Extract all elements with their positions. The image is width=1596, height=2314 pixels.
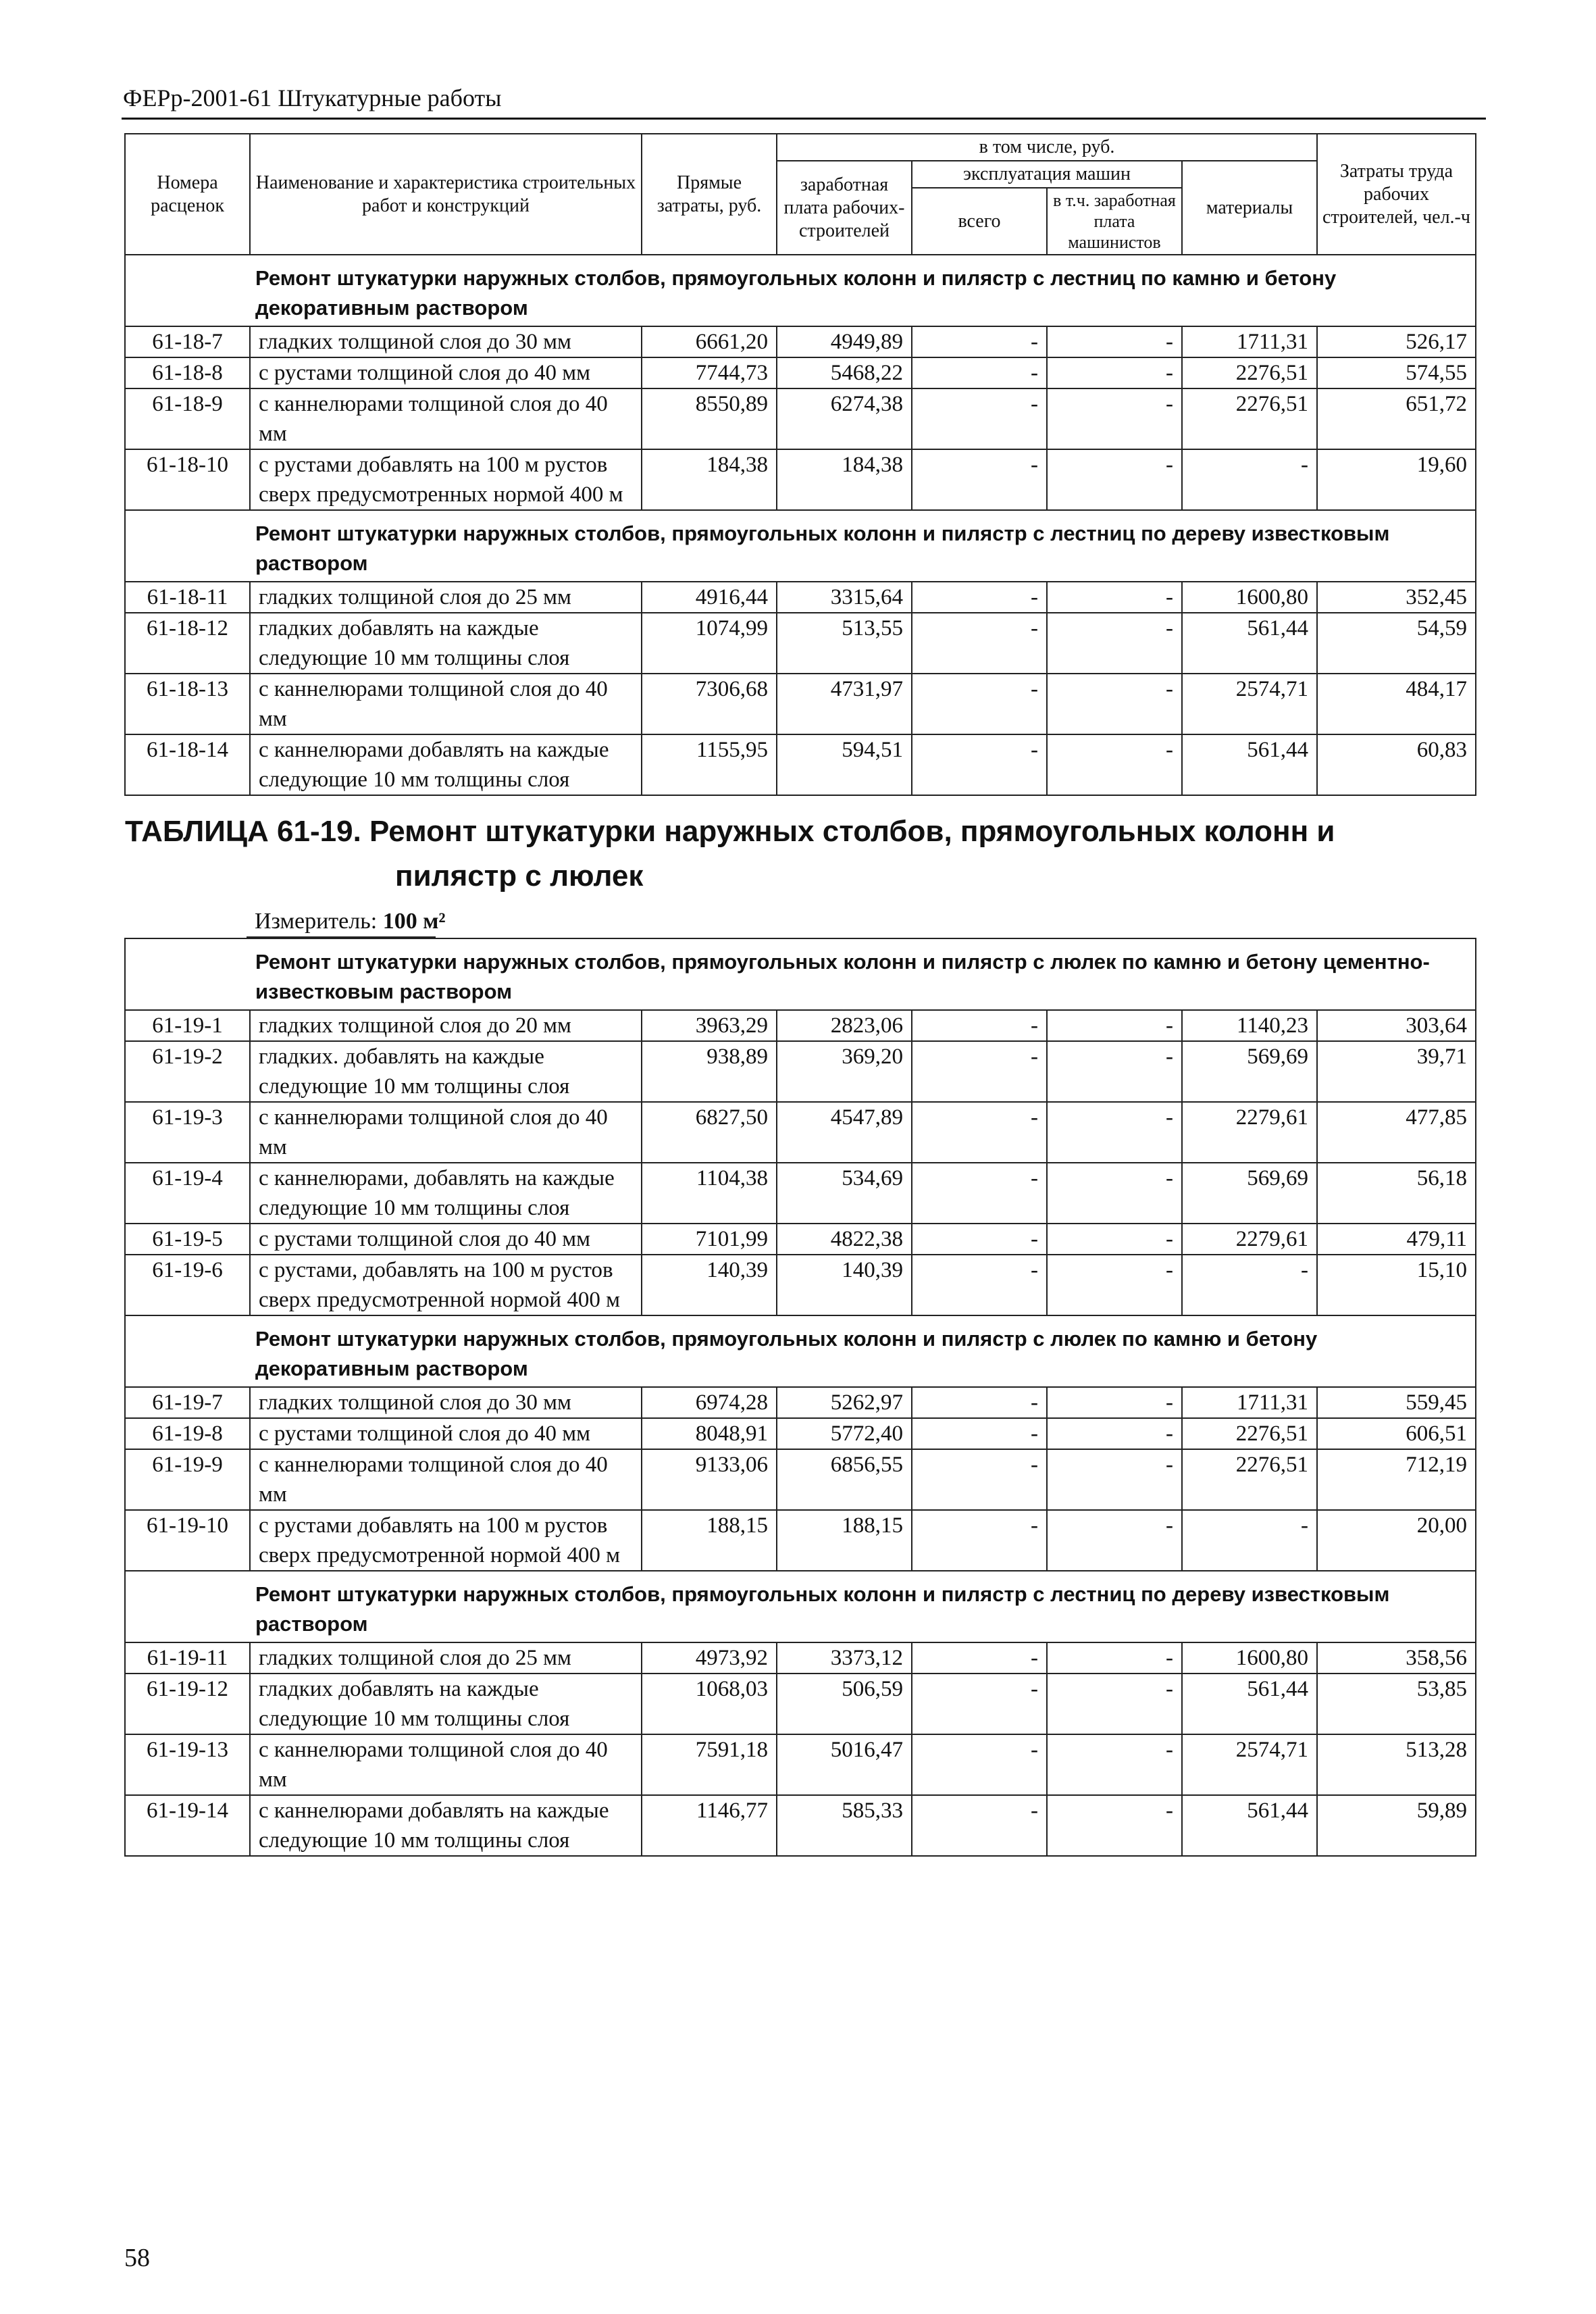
work-description: гладких добавлять на каждые следующие 10 мм толщины слоя (250, 1674, 642, 1734)
materials-costs: 2279,61 (1182, 1102, 1317, 1163)
col-header-name: Наименование и характеристика строительных работ и конструкций (250, 134, 642, 255)
work-description: с рустами толщиной слоя до 40 мм (250, 357, 642, 388)
direct-costs: 184,38 (642, 449, 777, 510)
machine-operator-wage: - (1047, 1418, 1182, 1449)
direct-costs: 938,89 (642, 1041, 777, 1102)
materials-costs: 569,69 (1182, 1041, 1317, 1102)
direct-costs: 3963,29 (642, 1010, 777, 1041)
rates-table (124, 133, 1476, 1857)
work-description: гладких толщиной слоя до 20 мм (250, 1010, 642, 1041)
machine-operator-wage: - (1047, 734, 1182, 795)
measure-value: 100 м² (382, 909, 446, 934)
labor-costs: 20,00 (1317, 1510, 1476, 1571)
wage-costs: 6856,55 (777, 1449, 912, 1510)
col-header-labor: Затраты труда рабочих строителей, чел.-ч (1317, 134, 1476, 255)
materials-costs: 561,44 (1182, 734, 1317, 795)
machine-operator-wage: - (1047, 1163, 1182, 1224)
page-header-title: ФЕРр-2001-61 Штукатурные работы (123, 84, 502, 111)
wage-costs: 4731,97 (777, 674, 912, 734)
section-title: Ремонт штукатурки наружных столбов, прямоугольных колонн и пилястр с лестниц по дереву известковым раствором (125, 1571, 1476, 1642)
machine-operator-wage: - (1047, 1642, 1182, 1674)
wage-costs: 140,39 (777, 1255, 912, 1315)
wage-costs: 5772,40 (777, 1418, 912, 1449)
wage-costs: 184,38 (777, 449, 912, 510)
materials-costs: 561,44 (1182, 1674, 1317, 1734)
direct-costs: 8048,91 (642, 1418, 777, 1449)
section-title: Ремонт штукатурки наружных столбов, прямоугольных колонн и пилястр с лестниц по камню и бетону декоративным раствором (125, 255, 1476, 326)
direct-costs: 6661,20 (642, 326, 777, 357)
wage-costs: 6274,38 (777, 388, 912, 449)
wage-costs: 534,69 (777, 1163, 912, 1224)
direct-costs: 7744,73 (642, 357, 777, 388)
work-description: гладких добавлять на каждые следующие 10 мм толщины слоя (250, 613, 642, 674)
table-row (125, 357, 1476, 388)
labor-costs: 526,17 (1317, 326, 1476, 357)
section-heading-row (125, 1571, 1476, 1642)
table-row (125, 1224, 1476, 1255)
work-description: с каннелюрами толщиной слоя до 40 мм (250, 1734, 642, 1795)
direct-costs: 140,39 (642, 1255, 777, 1315)
col-header-code: Номера расценок (125, 134, 250, 255)
labor-costs: 56,18 (1317, 1163, 1476, 1224)
machine-operator-wage: - (1047, 357, 1182, 388)
labor-costs: 712,19 (1317, 1449, 1476, 1510)
machine-costs-total: - (912, 1010, 1047, 1041)
table-row (125, 1387, 1476, 1418)
machine-costs-total: - (912, 1255, 1047, 1315)
wage-costs: 188,15 (777, 1510, 912, 1571)
work-description: с каннелюрами толщиной слоя до 40 мм (250, 388, 642, 449)
rate-code: 61-18-12 (125, 613, 250, 674)
rate-code: 61-19-13 (125, 1734, 250, 1795)
table-row (125, 1674, 1476, 1734)
table-row (125, 1795, 1476, 1856)
machine-costs-total: - (912, 1224, 1047, 1255)
col-header-mach-total: всего (912, 188, 1047, 255)
table-title (125, 809, 1476, 899)
table-row (125, 1510, 1476, 1571)
table-row (125, 449, 1476, 510)
materials-costs: 561,44 (1182, 1795, 1317, 1856)
wage-costs: 2823,06 (777, 1010, 912, 1041)
materials-costs: - (1182, 1255, 1317, 1315)
table-row (125, 1041, 1476, 1102)
page-number: 58 (124, 2244, 150, 2272)
section-title: Ремонт штукатурки наружных столбов, прямоугольных колонн и пилястр с лестниц по дереву известковым раствором (125, 510, 1476, 582)
materials-costs: 1711,31 (1182, 1387, 1317, 1418)
labor-costs: 15,10 (1317, 1255, 1476, 1315)
machine-operator-wage: - (1047, 674, 1182, 734)
wage-costs: 4949,89 (777, 326, 912, 357)
work-description: с каннелюрами толщиной слоя до 40 мм (250, 674, 642, 734)
rate-code: 61-19-6 (125, 1255, 250, 1315)
labor-costs: 352,45 (1317, 582, 1476, 613)
materials-costs: 569,69 (1182, 1163, 1317, 1224)
direct-costs: 1074,99 (642, 613, 777, 674)
rate-code: 61-18-7 (125, 326, 250, 357)
machine-operator-wage: - (1047, 326, 1182, 357)
rate-code: 61-19-8 (125, 1418, 250, 1449)
machine-costs-total: - (912, 1418, 1047, 1449)
direct-costs: 7101,99 (642, 1224, 777, 1255)
materials-costs: 2276,51 (1182, 1418, 1317, 1449)
machine-costs-total: - (912, 1795, 1047, 1856)
machine-costs-total: - (912, 449, 1047, 510)
table-row (125, 1163, 1476, 1224)
rate-code: 61-19-1 (125, 1010, 250, 1041)
machine-operator-wage: - (1047, 1041, 1182, 1102)
measure-unit (125, 899, 1476, 939)
direct-costs: 8550,89 (642, 388, 777, 449)
materials-costs: 561,44 (1182, 613, 1317, 674)
table-row (125, 1734, 1476, 1795)
work-description: с рустами, добавлять на 100 м рустов сверх предусмотренной нормой 400 м (250, 1255, 642, 1315)
machine-operator-wage: - (1047, 1795, 1182, 1856)
table-row (125, 1010, 1476, 1041)
col-header-incl: в том числе, руб. (777, 134, 1317, 161)
machine-operator-wage: - (1047, 1010, 1182, 1041)
materials-costs: - (1182, 449, 1317, 510)
machine-costs-total: - (912, 674, 1047, 734)
wage-costs: 594,51 (777, 734, 912, 795)
col-header-machines: эксплуатация машин (912, 161, 1182, 188)
labor-costs: 303,64 (1317, 1010, 1476, 1041)
labor-costs: 559,45 (1317, 1387, 1476, 1418)
rate-code: 61-19-4 (125, 1163, 250, 1224)
machine-operator-wage: - (1047, 1449, 1182, 1510)
rate-code: 61-18-11 (125, 582, 250, 613)
machine-operator-wage: - (1047, 613, 1182, 674)
rate-code: 61-18-13 (125, 674, 250, 734)
work-description: с рустами толщиной слоя до 40 мм (250, 1418, 642, 1449)
labor-costs: 477,85 (1317, 1102, 1476, 1163)
labor-costs: 484,17 (1317, 674, 1476, 734)
wage-costs: 4547,89 (777, 1102, 912, 1163)
direct-costs: 1104,38 (642, 1163, 777, 1224)
work-description: с рустами добавлять на 100 м рустов сверх предусмотренной нормой 400 м (250, 1510, 642, 1571)
work-description: с каннелюрами, добавлять на каждые следующие 10 мм толщины слоя (250, 1163, 642, 1224)
direct-costs: 188,15 (642, 1510, 777, 1571)
wage-costs: 3373,12 (777, 1642, 912, 1674)
wage-costs: 513,55 (777, 613, 912, 674)
section-heading-row (125, 1315, 1476, 1387)
machine-operator-wage: - (1047, 1387, 1182, 1418)
machine-operator-wage: - (1047, 449, 1182, 510)
labor-costs: 651,72 (1317, 388, 1476, 449)
rate-code: 61-19-5 (125, 1224, 250, 1255)
labor-costs: 59,89 (1317, 1795, 1476, 1856)
direct-costs: 1068,03 (642, 1674, 777, 1734)
labor-costs: 60,83 (1317, 734, 1476, 795)
table-row (125, 326, 1476, 357)
machine-costs-total: - (912, 357, 1047, 388)
rate-code: 61-19-12 (125, 1674, 250, 1734)
machine-operator-wage: - (1047, 1510, 1182, 1571)
direct-costs: 7306,68 (642, 674, 777, 734)
table-title-cell (125, 795, 1476, 938)
work-description: гладких толщиной слоя до 25 мм (250, 582, 642, 613)
table-row (125, 1102, 1476, 1163)
labor-costs: 19,60 (1317, 449, 1476, 510)
machine-costs-total: - (912, 1674, 1047, 1734)
table-title-line2: пилястр с люлек (395, 859, 644, 892)
work-description: с каннелюрами добавлять на каждые следующие 10 мм толщины слоя (250, 1795, 642, 1856)
materials-costs: 2276,51 (1182, 1449, 1317, 1510)
rate-code: 61-19-3 (125, 1102, 250, 1163)
direct-costs: 1146,77 (642, 1795, 777, 1856)
direct-costs: 1155,95 (642, 734, 777, 795)
rates-table-container (124, 133, 1475, 1857)
machine-operator-wage: - (1047, 582, 1182, 613)
machine-costs-total: - (912, 1642, 1047, 1674)
machine-costs-total: - (912, 1041, 1047, 1102)
machine-costs-total: - (912, 734, 1047, 795)
section-title: Ремонт штукатурки наружных столбов, прямоугольных колонн и пилястр с люлек по камню и бетону декоративным раствором (125, 1315, 1476, 1387)
table-title-row (125, 795, 1476, 938)
section-heading-row (125, 255, 1476, 326)
work-description: с каннелюрами толщиной слоя до 40 мм (250, 1449, 642, 1510)
rate-code: 61-18-8 (125, 357, 250, 388)
table-row (125, 734, 1476, 795)
materials-costs: 1600,80 (1182, 582, 1317, 613)
materials-costs: 1600,80 (1182, 1642, 1317, 1674)
materials-costs: 2279,61 (1182, 1224, 1317, 1255)
direct-costs: 4916,44 (642, 582, 777, 613)
wage-costs: 5468,22 (777, 357, 912, 388)
table-row (125, 674, 1476, 734)
rate-code: 61-19-2 (125, 1041, 250, 1102)
materials-costs: 1140,23 (1182, 1010, 1317, 1041)
machine-operator-wage: - (1047, 1255, 1182, 1315)
rate-code: 61-19-11 (125, 1642, 250, 1674)
header-rule (122, 118, 1486, 120)
materials-costs: 2574,71 (1182, 674, 1317, 734)
rate-code: 61-19-10 (125, 1510, 250, 1571)
machine-costs-total: - (912, 388, 1047, 449)
labor-costs: 574,55 (1317, 357, 1476, 388)
rate-code: 61-19-14 (125, 1795, 250, 1856)
machine-costs-total: - (912, 326, 1047, 357)
work-description: гладких толщиной слоя до 30 мм (250, 1387, 642, 1418)
work-description: гладких толщиной слоя до 25 мм (250, 1642, 642, 1674)
direct-costs: 6827,50 (642, 1102, 777, 1163)
direct-costs: 4973,92 (642, 1642, 777, 1674)
work-description: с каннелюрами добавлять на каждые следующие 10 мм толщины слоя (250, 734, 642, 795)
labor-costs: 358,56 (1317, 1642, 1476, 1674)
col-header-materials: материалы (1182, 161, 1317, 255)
labor-costs: 53,85 (1317, 1674, 1476, 1734)
materials-costs: 2276,51 (1182, 388, 1317, 449)
labor-costs: 513,28 (1317, 1734, 1476, 1795)
materials-costs: - (1182, 1510, 1317, 1571)
table-row (125, 1418, 1476, 1449)
rate-code: 61-18-10 (125, 449, 250, 510)
table-header (125, 134, 1476, 255)
machine-operator-wage: - (1047, 388, 1182, 449)
labor-costs: 54,59 (1317, 613, 1476, 674)
wage-costs: 585,33 (777, 1795, 912, 1856)
work-description: гладких толщиной слоя до 30 мм (250, 326, 642, 357)
materials-costs: 2574,71 (1182, 1734, 1317, 1795)
rate-code: 61-18-14 (125, 734, 250, 795)
table-title-line1: ТАБЛИЦА 61-19. Ремонт штукатурки наружных столбов, прямоугольных колонн и (125, 815, 1335, 848)
labor-costs: 479,11 (1317, 1224, 1476, 1255)
machine-costs-total: - (912, 582, 1047, 613)
materials-costs: 1711,31 (1182, 326, 1317, 357)
machine-costs-total: - (912, 1449, 1047, 1510)
direct-costs: 7591,18 (642, 1734, 777, 1795)
table-row (125, 1255, 1476, 1315)
machine-costs-total: - (912, 1163, 1047, 1224)
materials-costs: 2276,51 (1182, 357, 1317, 388)
table-row (125, 582, 1476, 613)
wage-costs: 369,20 (777, 1041, 912, 1102)
wage-costs: 5016,47 (777, 1734, 912, 1795)
work-description: с рустами добавлять на 100 м рустов сверх предусмотренных нормой 400 м (250, 449, 642, 510)
wage-costs: 3315,64 (777, 582, 912, 613)
rate-code: 61-18-9 (125, 388, 250, 449)
machine-costs-total: - (912, 613, 1047, 674)
table-row (125, 1449, 1476, 1510)
rate-code: 61-19-7 (125, 1387, 250, 1418)
machine-operator-wage: - (1047, 1674, 1182, 1734)
wage-costs: 4822,38 (777, 1224, 912, 1255)
table-body (125, 255, 1476, 1856)
table-row (125, 613, 1476, 674)
machine-operator-wage: - (1047, 1102, 1182, 1163)
machine-operator-wage: - (1047, 1734, 1182, 1795)
col-header-mach-wage: в т.ч. заработная плата машинистов (1047, 188, 1182, 255)
col-header-wage: заработная плата рабочих-строителей (777, 161, 912, 255)
rate-code: 61-19-9 (125, 1449, 250, 1510)
labor-costs: 606,51 (1317, 1418, 1476, 1449)
measure-label: Измеритель: (255, 909, 378, 934)
wage-costs: 506,59 (777, 1674, 912, 1734)
section-heading-row (125, 510, 1476, 582)
work-description: гладких. добавлять на каждые следующие 10 мм толщины слоя (250, 1041, 642, 1102)
section-title: Ремонт штукатурки наружных столбов, прямоугольных колонн и пилястр с люлек по камню и бетону цементно-известковым раствором (125, 938, 1476, 1010)
section-heading-row (125, 938, 1476, 1010)
wage-costs: 5262,97 (777, 1387, 912, 1418)
machine-costs-total: - (912, 1510, 1047, 1571)
table-row (125, 388, 1476, 449)
machine-operator-wage: - (1047, 1224, 1182, 1255)
machine-costs-total: - (912, 1734, 1047, 1795)
machine-costs-total: - (912, 1102, 1047, 1163)
direct-costs: 6974,28 (642, 1387, 777, 1418)
work-description: с каннелюрами толщиной слоя до 40 мм (250, 1102, 642, 1163)
direct-costs: 9133,06 (642, 1449, 777, 1510)
col-header-direct: Прямые затраты, руб. (642, 134, 777, 255)
labor-costs: 39,71 (1317, 1041, 1476, 1102)
table-row (125, 1642, 1476, 1674)
machine-costs-total: - (912, 1387, 1047, 1418)
work-description: с рустами толщиной слоя до 40 мм (250, 1224, 642, 1255)
